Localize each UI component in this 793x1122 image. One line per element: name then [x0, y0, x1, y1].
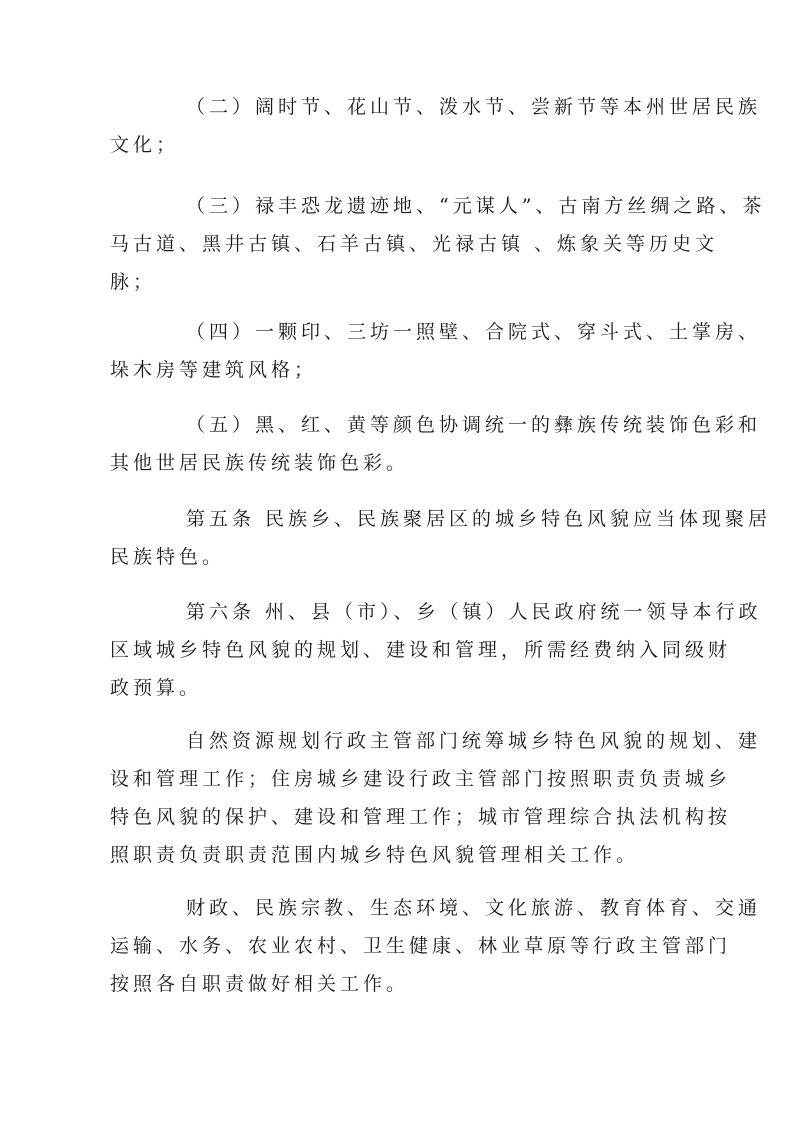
text-line: 其他世居民族传统装饰色彩。	[110, 452, 410, 474]
paragraph-item-2	[110, 88, 762, 164]
paragraph-article-6-para-2	[110, 722, 762, 874]
text-line: 按照各自职责做好相关工作。	[110, 973, 410, 995]
text-line: （四）一颗印、三坊一照壁、合院式、穿斗式、土掌房、	[186, 321, 762, 343]
text-line: （二）阔时节、花山节、泼水节、尝新节等本州世居民族	[186, 96, 762, 118]
paragraph-item-3	[110, 187, 766, 301]
text-line: （三）禄丰恐龙遗迹地、“元谋人”、古南方丝绸之路、茶	[186, 195, 766, 217]
text-line: 脉；	[110, 271, 157, 293]
text-line: 民族特色。	[110, 546, 226, 568]
text-line: 财政、民族宗教、生态环境、文化旅游、教育体育、交通	[186, 897, 762, 919]
text-line: 马古道、黑井古镇、石羊古镇、光禄古镇 、炼象关等历史文	[110, 233, 719, 255]
text-line: 第五条 民族乡、民族聚居区的城乡特色风貌应当体现聚居	[186, 508, 772, 530]
text-line: 运输、水务、农业农村、卫生健康、林业草原等行政主管部门	[110, 935, 732, 957]
paragraph-item-4	[110, 313, 762, 389]
paragraph-article-6-para-3	[110, 889, 762, 1003]
paragraph-article-5	[110, 500, 772, 576]
text-line: 垛木房等建筑风格；	[110, 359, 318, 381]
text-line: 照职责负责职责范围内城乡特色风貌管理相关工作。	[110, 844, 640, 866]
text-line: 区域城乡特色风貌的规划、建设和管理，所需经费纳入同级财	[110, 639, 732, 661]
text-line: （五）黑、红、黄等颜色协调统一的彝族传统装饰色彩和	[186, 414, 762, 436]
paragraph-item-5	[110, 406, 762, 482]
text-line: 政预算。	[110, 677, 203, 699]
text-line: 自然资源规划行政主管部门统筹城乡特色风貌的规划、建	[186, 730, 762, 752]
text-line: 第六条 州、县（市）、乡（镇）人民政府统一领导本行政	[186, 601, 762, 623]
text-line: 文化；	[110, 134, 180, 156]
text-line: 特色风貌的保护、建设和管理工作；城市管理综合执法机构按	[110, 806, 732, 828]
paragraph-article-6	[110, 593, 762, 707]
text-line: 设和管理工作；住房城乡建设行政主管部门按照职责负责城乡	[110, 768, 732, 790]
